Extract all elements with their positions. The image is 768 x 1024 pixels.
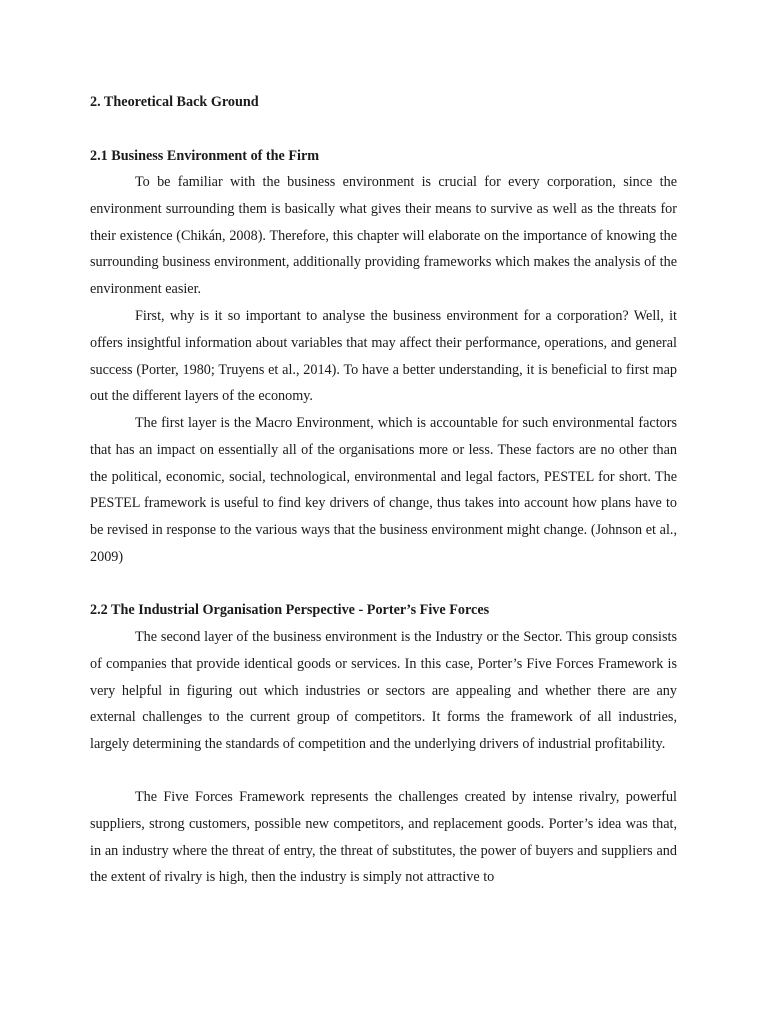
paragraph: The first layer is the Macro Environment, which is accountable for such environmental factors that has an impact on essentially all of the organisations more or less. These factors are no other than the political, economic, social, technological, environmental and legal factors, PESTEL for short. The PESTEL framework is useful to find key drivers of change, thus takes into account how plans have to be revised in response to the various ways that the business environment might change. (Johnson et al., 2009) [90, 415, 677, 565]
paragraph: The second layer of the business environment is the Industry or the Sector. This group consists of companies that provide identical goods or services. In this case, Porter’s Five Forces Framework is very helpful in figuring out which industries or sectors are appealing and whether there are any external challenges to the current group of competitors. It forms the framework of all industries, largely determining the standards of competition and the underlying drivers of industrial profitability. [90, 629, 677, 753]
paragraph: First, why is it so important to analyse the business environment for a corporation? Well, it offers insightful information about variables that may affect their performance, operations, and general success (Porter, 1980; Truyens et al., 2014). To have a better understanding, it is beneficial to first map out the different layers of the economy. [90, 308, 677, 405]
paragraph: To be familiar with the business environment is crucial for every corporation, since the environment surrounding them is basically what gives their means to survive as well as the threats for their existence (Chikán, 2008). Therefore, this chapter will elaborate on the importance of knowing the surrounding business environment, additionally providing frameworks which makes the analysis of the environment easier. [90, 174, 677, 298]
section-heading-five-forces: 2.2 The Industrial Organisation Perspective - Porter’s Five Forces [90, 602, 490, 618]
section-heading-business-environment: 2.1 Business Environment of the Firm [90, 148, 320, 164]
paragraph: The Five Forces Framework represents the challenges created by intense rivalry, powerful suppliers, strong customers, possible new competitors, and replacement goods. Porter’s idea was that, in an industry where the threat of entry, the threat of substitutes, the power of buyers and suppliers and the extent of rivalry is high, then the industry is simply not attractive to [90, 789, 677, 886]
chapter-title: 2. Theoretical Back Ground [90, 94, 259, 110]
